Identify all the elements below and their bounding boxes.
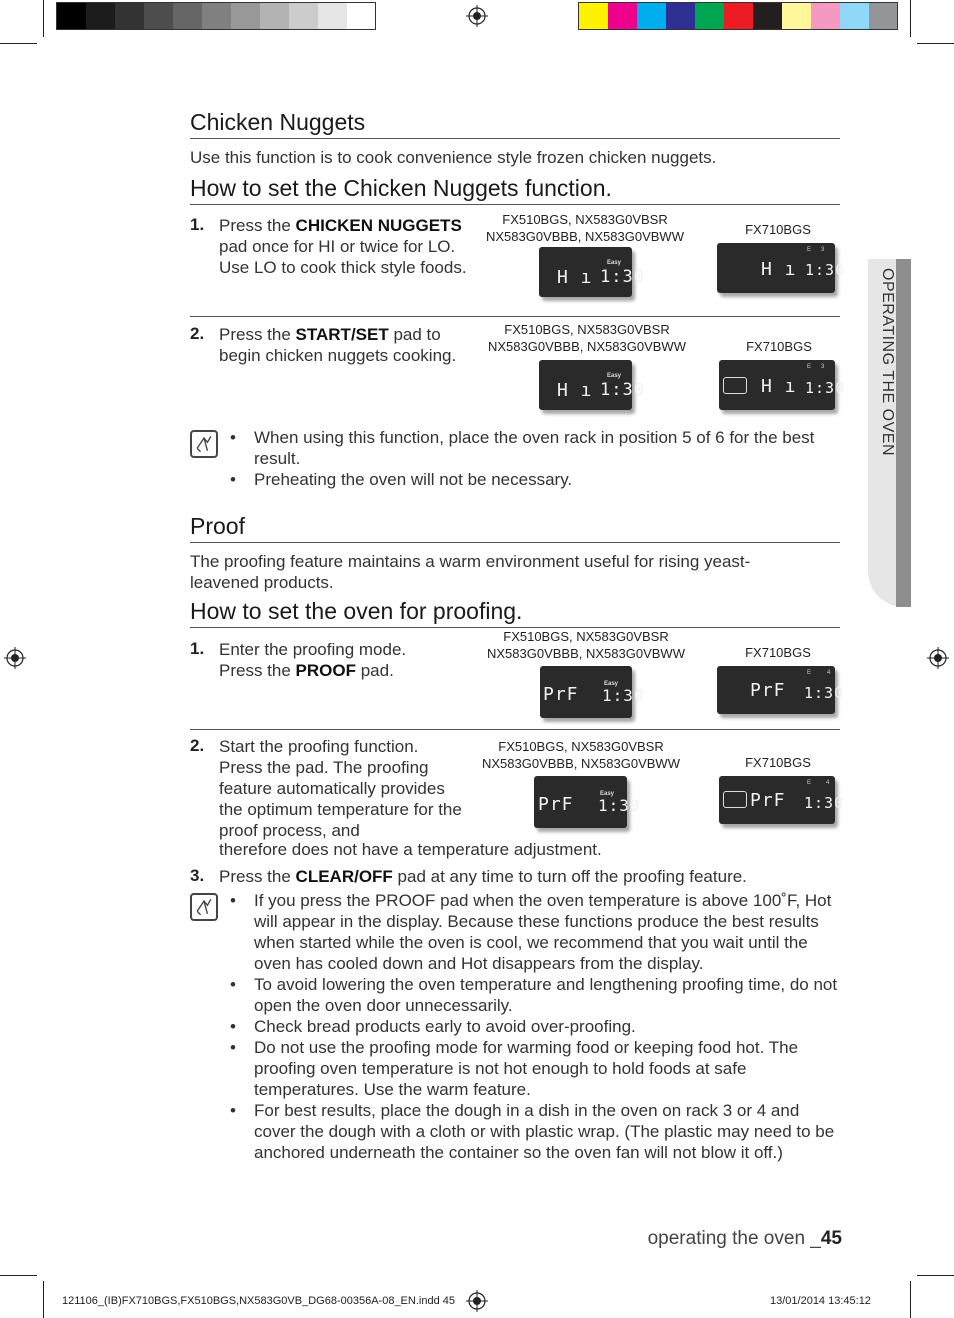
display-box-icon [723,377,747,394]
display-mode: PrF [543,684,579,705]
note-icon [190,430,218,458]
step-number: 3. [190,866,205,885]
easy-indicator: Easy [604,681,619,687]
title-rule [190,542,840,543]
footer-section: operating the oven _ [647,1228,821,1249]
print-date-info: 13/01/2014 13:45:12 [770,1295,871,1307]
crop-mark [43,1281,44,1318]
display-time: 1:30 [805,261,846,279]
display-indicator: 4 [827,670,831,676]
step-text: Start the proofing function. Press the pad. The proofing feature automatically provides the optimum temperature for the proof process, and [219,737,462,840]
model-label-a [466,738,696,772]
pad-name: START/SET [295,325,389,344]
section-title-proof: Proof [190,513,245,539]
title-rule [190,138,840,139]
page-footer [560,1228,842,1250]
step-text-part: pad once for HI or twice for LO. Use LO to cook thick style foods. [219,237,467,277]
easy-indicator: Easy [600,791,615,797]
registration-mark-icon [466,5,488,27]
note-item: • Preheating the oven will not be necessary. [230,469,842,490]
model-line: FX510BGS, NX583G0VBSR [503,629,669,644]
section-title-chicken-nuggets: Chicken Nuggets [190,109,366,135]
note-item: • Check bread products early to avoid over-proofing. [230,1016,842,1037]
oven-display [717,666,845,714]
display-indicator: E [807,247,812,253]
note-item: • To avoid lowering the oven temperature and lengthening proofing time, do not open the oven door unnecessarily. [230,974,842,1016]
easy-indicator: Easy [607,373,622,379]
howto-title-chicken-nuggets: How to set the Chicken Nuggets function. [190,175,612,201]
model-line: NX583G0VBBB, NX583G0VBWW [482,756,680,771]
display-time: 1:30 [598,796,641,815]
oven-display [540,666,645,718]
step-text [219,639,459,681]
crop-mark [0,1275,37,1276]
display-time: 1:30 [602,686,645,705]
model-line: NX583G0VBBB, NX583G0VBWW [486,229,684,244]
side-tab-edge [896,259,911,607]
display-indicator: E [807,780,812,786]
howto-title-proofing: How to set the oven for proofing. [190,598,523,624]
display-time: 1:30 [600,380,645,400]
step-text [219,866,839,887]
chicken-nuggets-intro: Use this function is to cook convenience style frozen chicken nuggets. [190,148,717,167]
registration-mark-icon [4,647,26,669]
display-mode: H ı [557,267,593,288]
pad-name: CLEAR/OFF [295,867,393,886]
display-box-icon [723,791,747,808]
display-indicator: 3 [821,364,825,370]
step-number: 1. [190,639,205,658]
model-line: NX583G0VBBB, NX583G0VBWW [487,646,685,661]
display-time: 1:30 [805,379,846,397]
step-rule [190,316,840,317]
note-icon [190,893,218,921]
crop-mark [917,1275,954,1276]
note-item: • Do not use the proofing mode for warming food or keeping food hot. The proofing oven temperature is not hot enough to hold foods at safe temperatures. Use the warm feature. [230,1037,842,1100]
display-time: 1:30 [804,794,845,812]
display-mode: H ı [761,259,797,280]
model-line: NX583G0VBBB, NX583G0VBWW [488,339,686,354]
model-line: FX510BGS, NX583G0VBSR [502,212,668,227]
step-text-part: Press the [219,325,296,344]
oven-display [539,360,645,410]
display-mode: H ı [557,380,593,401]
model-label-a [472,321,702,355]
display-indicator: E [807,670,812,676]
step-number: 2. [190,324,205,343]
display-time: 1:30 [804,684,845,702]
model-label-b: FX710BGS [745,222,811,237]
oven-display [719,360,846,410]
grayscale-bar [56,2,376,30]
step-text-part: Enter the proofing mode. [219,640,407,659]
notes-list [230,427,842,490]
display-mode: PrF [538,794,574,815]
color-bar [578,2,898,30]
registration-mark-icon [927,647,949,669]
oven-display [719,776,845,824]
oven-display [534,776,641,828]
step-text-part: pad at any time to turn off the proofing feature. [392,867,747,886]
pad-name: CHICKEN NUGGETS [295,216,462,235]
model-label-b: FX710BGS [746,339,812,354]
model-label-a [471,628,701,662]
step-number: 1. [190,215,205,234]
page-number: 45 [820,1228,842,1249]
easy-indicator: Easy [607,260,622,266]
step-text [219,324,477,366]
display-time: 1:30 [600,267,645,287]
pad-name: PROOF [295,661,356,680]
notes-list [230,890,842,1163]
model-label-a [470,211,700,245]
oven-display [539,247,645,297]
registration-mark-icon [466,1290,488,1312]
step-text-part: Press the [219,867,296,886]
display-indicator: 4 [826,780,830,786]
crop-mark [917,43,954,44]
model-label-b: FX710BGS [745,755,811,770]
display-mode: PrF [750,790,786,811]
step-rule [190,729,840,730]
step-text [219,215,467,278]
proof-intro: The proofing feature maintains a warm environment useful for rising yeast-leavened products. [190,552,751,592]
note-item: • For best results, place the dough in a dish in the oven on rack 3 or 4 and cover the dough with a cloth or with plastic wrap. (The plastic may need to be anchored underneath the container so the oven fan will not blow it off.) [230,1100,842,1163]
crop-mark [43,0,44,37]
step-text-part: Press the [219,216,296,235]
side-tab-label: OPERATING THE OVEN [879,268,896,456]
step-text-part: Press the [219,661,296,680]
step-number: 2. [190,736,205,755]
oven-display [717,243,846,293]
crop-mark [910,0,911,37]
model-line: FX510BGS, NX583G0VBSR [504,322,670,337]
display-mode: H ı [761,376,797,397]
crop-mark [0,43,37,44]
title-rule [190,204,840,205]
step-text-part: pad. [356,661,394,680]
display-indicator: 3 [821,247,825,253]
display-mode: PrF [750,680,786,701]
print-file-info: 121106_(IB)FX710BGS,FX510BGS,NX583G0VB_DG68-00356A-08_EN.indd 45 [62,1295,455,1307]
crop-mark [910,1281,911,1318]
step-text: therefore does not have a temperature adjustment. [219,840,602,859]
step-text-part: pad to begin chicken nuggets cooking. [219,325,457,365]
model-label-b: FX710BGS [745,645,811,660]
note-item: • If you press the PROOF pad when the oven temperature is above 100˚F, Hot will appear in the display. Because these functions produce the best results when started while the oven is cool, we recommend that you wait until the oven has cooled down and Hot disappears from the display. [230,890,842,974]
display-indicator: E [807,364,812,370]
note-item: • When using this function, place the oven rack in position 5 of 6 for the best result. [230,427,842,469]
model-line: FX510BGS, NX583G0VBSR [498,739,664,754]
